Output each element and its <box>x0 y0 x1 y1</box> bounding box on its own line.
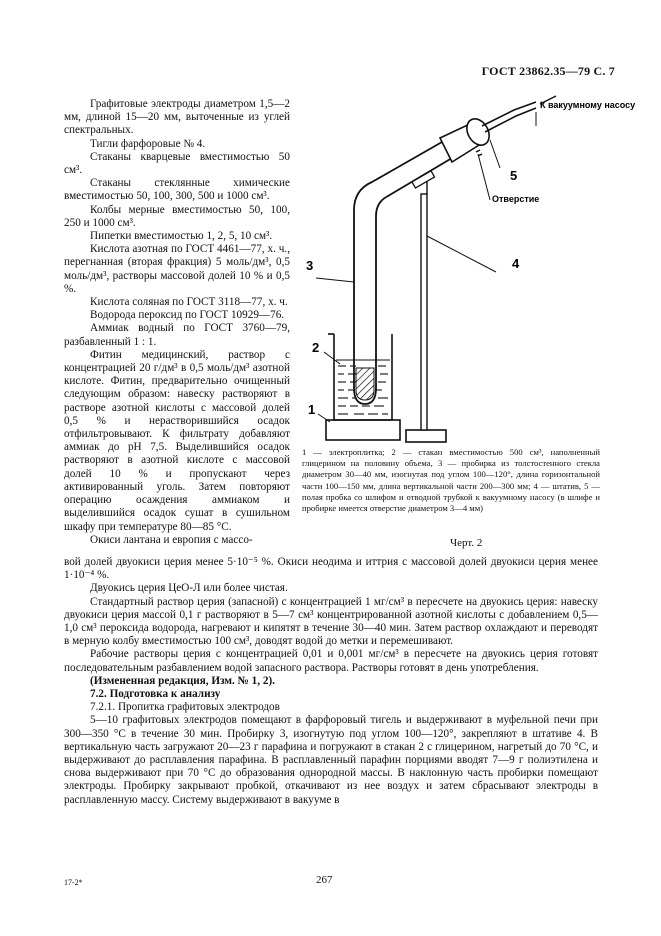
paraffin <box>356 368 374 400</box>
bent-tube-inner <box>376 158 452 388</box>
page-number: 267 <box>316 874 333 886</box>
paragraph: вой долей двуокиси церия менее 5·10⁻⁵ %. Окиси неодима и иттрия с массовой долей двуокиси церия менее 1·10⁻⁴ %. <box>64 556 598 582</box>
paragraph: Стаканы кварцевые вместимостью 50 см³. <box>64 150 290 177</box>
hole-label: Отверстие <box>492 194 540 204</box>
paragraph: Кислота азотная по ГОСТ 4461—77, х. ч., перегнанная (вторая фракция) 5 моль/дм³, 0,5 моль/дм³, растворы массовой долей 10 % и 0,5 %. <box>64 243 290 295</box>
apparatus-figure <box>300 98 636 446</box>
paragraph: Фитин медицинский, раствор с концентрацией 20 г/дм³ в 0,5 моль/дм³ азотной кислоте. Фитин, предварительно очищенный следующим образом: навеску растворяют в растворе азотной кислоты с массовой долей 0,5 % и нерастворившийся осадок отфильтровывают. К фильтрату добавляют аммиак до pH 7,5. Выделившийся осадок растворяют в азотной кислоте с массовой долей 10 % и пропускают через активированный уголь. Затем повторяют операцию осаждения аммиаком и выделившийся осадок сушат в сушильном шкафу при температуре 80—85 °С. <box>64 348 290 533</box>
paragraph: Двуокись церия ЦеО-Л или более чистая. <box>90 582 288 595</box>
paragraph: Колбы мерные вместимостью 50, 100, 250 и 1000 см³. <box>64 203 290 229</box>
vacuum-label: К вакуумному насосу <box>540 100 636 110</box>
hot-plate <box>326 420 400 440</box>
figure-number: Черт. 2 <box>450 537 483 549</box>
label-2: 2 <box>312 340 320 355</box>
label-5: 5 <box>510 168 518 183</box>
left-column-text <box>64 98 290 547</box>
outlet-tube <box>482 102 536 126</box>
label-3: 3 <box>306 258 314 273</box>
paragraph: Кислота соляная по ГОСТ 3118—77, х. ч. <box>90 296 288 309</box>
body-text <box>64 556 598 807</box>
page-header: ГОСТ 23862.35—79 С. 7 <box>481 64 615 78</box>
paragraph: Водорода пероксид по ГОСТ 10929—76. <box>90 309 285 322</box>
footer-mark: 17-2* <box>64 878 83 887</box>
paragraph: Рабочие растворы церия с концентрацией 0,01 и 0,001 мг/см³ в пересчете на двуокись церия готовят последовательным разбавлением водой запасного раствора. Растворы готовят в день употребления. <box>64 648 598 674</box>
label-1: 1 <box>308 402 316 417</box>
paragraph: Стаканы стеклянные химические вместимостью 50, 100, 300, 500 и 1000 см³. <box>64 177 290 203</box>
paragraph: Графитовые электроды диаметром 1,5—2 мм, длиной 15—20 мм, выточенные из углей спектральных. <box>64 98 290 137</box>
paragraph: Окиси лантана и европия с массо- <box>90 533 253 546</box>
paragraph: Тигли фарфоровые № 4. <box>90 137 206 150</box>
subsection-heading: 7.2.1. Пропитка графитовых электродов <box>90 701 280 714</box>
label-4: 4 <box>512 256 520 271</box>
figure-caption: 1 — электроплитка; 2 — стакан вместимостью 500 см³, наполненный глицерином на половину объема, 3 — пробирка из толстостенного стекла диаметром 30—40 мм, изогнутая под углом 100—120°, длина горизонтальной части 100—150 мм, длина вертикальной части 200—300 мм; 4 — штатив, 5 — полая пробка со шлифом и отводной трубкой к вакуумному насосу (в шлифе и пробирке имеется отверстие диаметром 3—4 мм) <box>302 447 600 514</box>
paragraph: Аммиак водный по ГОСТ 3760—79, разбавленный 1 : 1. <box>64 322 290 348</box>
stand-base <box>406 430 446 442</box>
section-heading: 7.2. Подготовка к анализу <box>90 688 221 701</box>
paragraph: Стандартный раствор церия (запасной) с концентрацией 1 мг/см³ в пересчете на двуокись церия: навеску двуокиси церия массой 0,1 г растворяют в 5—7 см³ концентрированной азотной кислоты с добавлением 0,5—1,0 см³ пероксида водорода, нагревают и кипятят в течение 30—40 мин. Затем раствор охлаждают и переводят в мерную колбу вместимостью 100 см³, доводят водой до метки и перемешивают. <box>64 595 598 648</box>
stand-rod <box>421 194 427 430</box>
paragraph: Пипетки вместимостью 1, 2, 5, 10 см³. <box>90 230 273 243</box>
paragraph: 5—10 графитовых электродов помещают в фарфоровый тигель и выдерживают в муфельной печи при 300—350 °С в течение 30 мин. Пробирку 3, изогнутую под углом 100—120°, закрепляют в штативе 4. В вертикальную часть загружают 20—23 г парафина и погружают в стакан 2 с глицерином, нагретый до 70 °С, и выдерживают до расплавления парафина. В расплавленный парафин порциями вводят 7—9 г полиэтилена и снова выдерживают при 70 °С до образования однородной массы. В наклонную часть пробирки помещают электроды. Пробирку закрывают пробкой, откачивают из нее воздух и затем сбрасывают электроды в расплавленную массу. Систему выдерживают в вакууме в <box>64 714 598 806</box>
amendment-note: (Измененная редакция, Изм. № 1, 2). <box>90 674 275 687</box>
